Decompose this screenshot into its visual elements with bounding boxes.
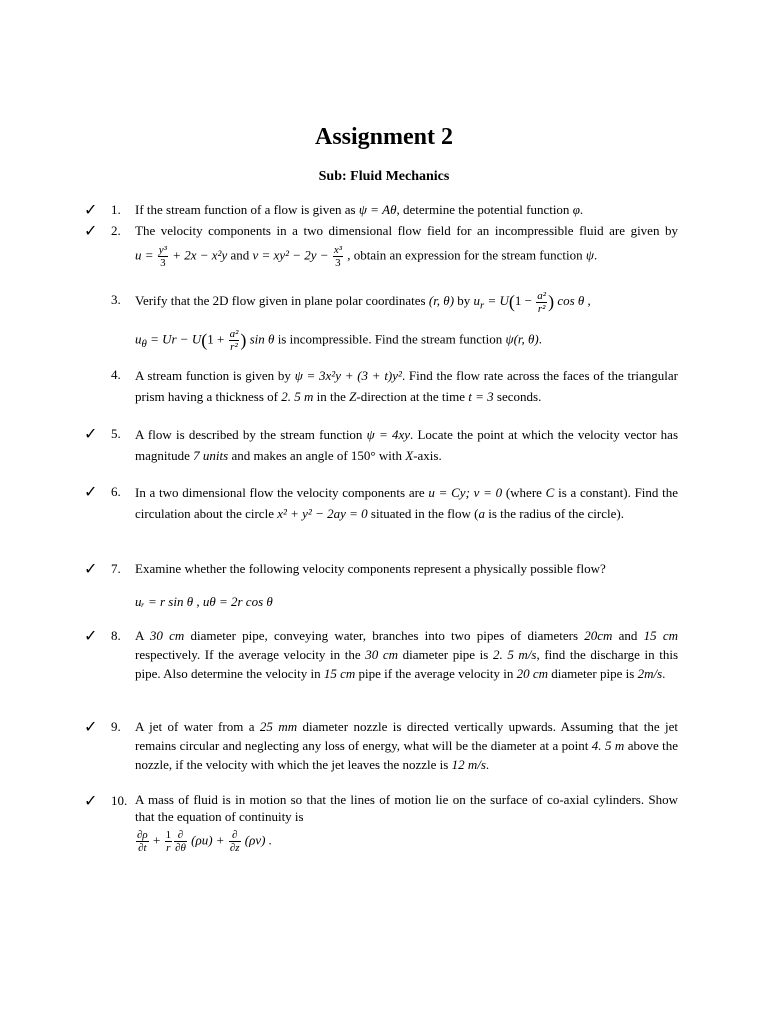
- page-subtitle: Sub: Fluid Mechanics: [318, 169, 450, 184]
- question-text: The velocity components in a two dimensional flow field for an incompressible fluid are given by u = $\frac{\text{y³}}{3}$ + 2x − x²y and v = xy² − 2y − $\frac{\text{x³}}{3}$ , obtain an expression for the stream function ψ.: [135, 223, 678, 269]
- question-text: A stream function is given by ψ = 3x²y + (3 + t)y². Find the flow rate across the faces of the triangular prism having a thickness of 2. 5 m in the Z-direction at the time t = 3 seconds.: [135, 368, 678, 404]
- question-number: 4.: [111, 367, 121, 382]
- fraction: $\frac{\partial\rho}{\partial t}$: [137, 829, 148, 854]
- check-mark-icon: ✓: [84, 626, 98, 645]
- fraction: $\frac{\partial}{\partial\theta}$: [175, 829, 186, 854]
- question-text: If the stream function of a flow is given as ψ = Aθ, determine the potential function φ.: [135, 202, 584, 217]
- question-text: A 30 cm diameter pipe, conveying water, branches into two pipes of diameters 20cm and 15 cm respectively. If the average velocity in the 30 cm diameter pipe is 2. 5 m/s, find the discharge in this pipe. Also determine the velocity in 15 cm pipe if the average velocity in 20 cm diameter pipe is 2m/s.: [135, 628, 679, 681]
- continuity-equation: $\frac{\partial\rho}{\partial t}$ + $\frac{1}{r}$ $\frac{\partial}{\partial\theta}$ (ρu) + $\frac{\partial}{\partial z}$ (ρv) .: [137, 829, 272, 854]
- question-number: 3.: [111, 292, 121, 307]
- fraction: $\frac{\partial}{\partial z}$: [229, 829, 240, 854]
- fraction: $\frac{1}{r}$: [165, 829, 172, 854]
- check-mark-icon: ✓: [84, 717, 98, 736]
- question-number: 10.: [111, 793, 128, 808]
- page-title: Assignment 2: [314, 124, 453, 150]
- check-mark-icon: ✓: [84, 791, 98, 810]
- question-text: In a two dimensional flow the velocity components are u = Cy; v = 0 (where C is a constant). Find the circulation about the circle x² + y² − 2ay = 0 situated in the flow (a is the radius of the circle).: [135, 485, 679, 521]
- fraction: $\frac{\text{y³}}{3}$: [158, 244, 167, 269]
- check-mark-icon: ✓: [84, 424, 98, 443]
- fraction: $\frac{\text{a²}}{\text{r²}}$: [229, 328, 239, 354]
- question-text: A jet of water from a 25 mm diameter nozzle is directed vertically upwards. Assuming that the jet remains circular and neglecting any loss of energy, what will be the diameter at a point 4. 5 m above the nozzle, if the velocity with which the jet leaves the nozzle is 12 m/s.: [135, 719, 679, 772]
- question-number: 8.: [111, 628, 121, 643]
- check-mark-icon: ✓: [84, 221, 98, 240]
- velocity-formula: uᵣ = r sin θ , uθ = 2r cos θ: [135, 594, 273, 609]
- fraction: $\frac{\text{a²}}{\text{r²}}$: [537, 290, 547, 315]
- question-text: A mass of fluid is in motion so that the lines of motion lie on the surface of co-axial cylinders. Show that the equation of continuity is $\frac{\partial\rho}{\partial t}$ + $\frac{1}{r}$ $\frac{\partial}{\partial\theta}$ (ρu) + $\frac{\partial}{\partial z}$ (ρv) .: [135, 792, 678, 854]
- question-number: 5.: [111, 426, 121, 441]
- question-text: Examine whether the following velocity components represent a physically possible flow? uᵣ = r sin θ , uθ = 2r cos θ: [135, 559, 678, 611]
- check-mark-icon: ✓: [84, 559, 98, 578]
- check-mark-icon: ✓: [84, 200, 98, 219]
- question-number: 2.: [111, 223, 121, 238]
- question-number: 6.: [111, 484, 121, 499]
- question-number: 7.: [111, 561, 121, 576]
- fraction: $\frac{\text{x³}}{3}$: [333, 244, 342, 269]
- check-mark-icon: ✓: [84, 482, 98, 501]
- question-text: Verify that the 2D flow given in plane polar coordinates (r, θ) by $u_r = U(1$ − $\frac{\text{a²}}{\text{r²}}$ ) cos θ , $u_\theta = Ur - U(1$ + $\frac{\text{a²}}{\text{r²}}$ ) sin θ is incompressible. Find the stream function ψ(r, θ).: [135, 290, 591, 354]
- question-text: A flow is described by the stream function ψ = 4xy. Locate the point at which the velocity vector has magnitude 7 units and makes an angle of 150° with X-axis.: [135, 427, 679, 463]
- question-number: 1.: [111, 202, 121, 217]
- question-number: 9.: [111, 719, 121, 734]
